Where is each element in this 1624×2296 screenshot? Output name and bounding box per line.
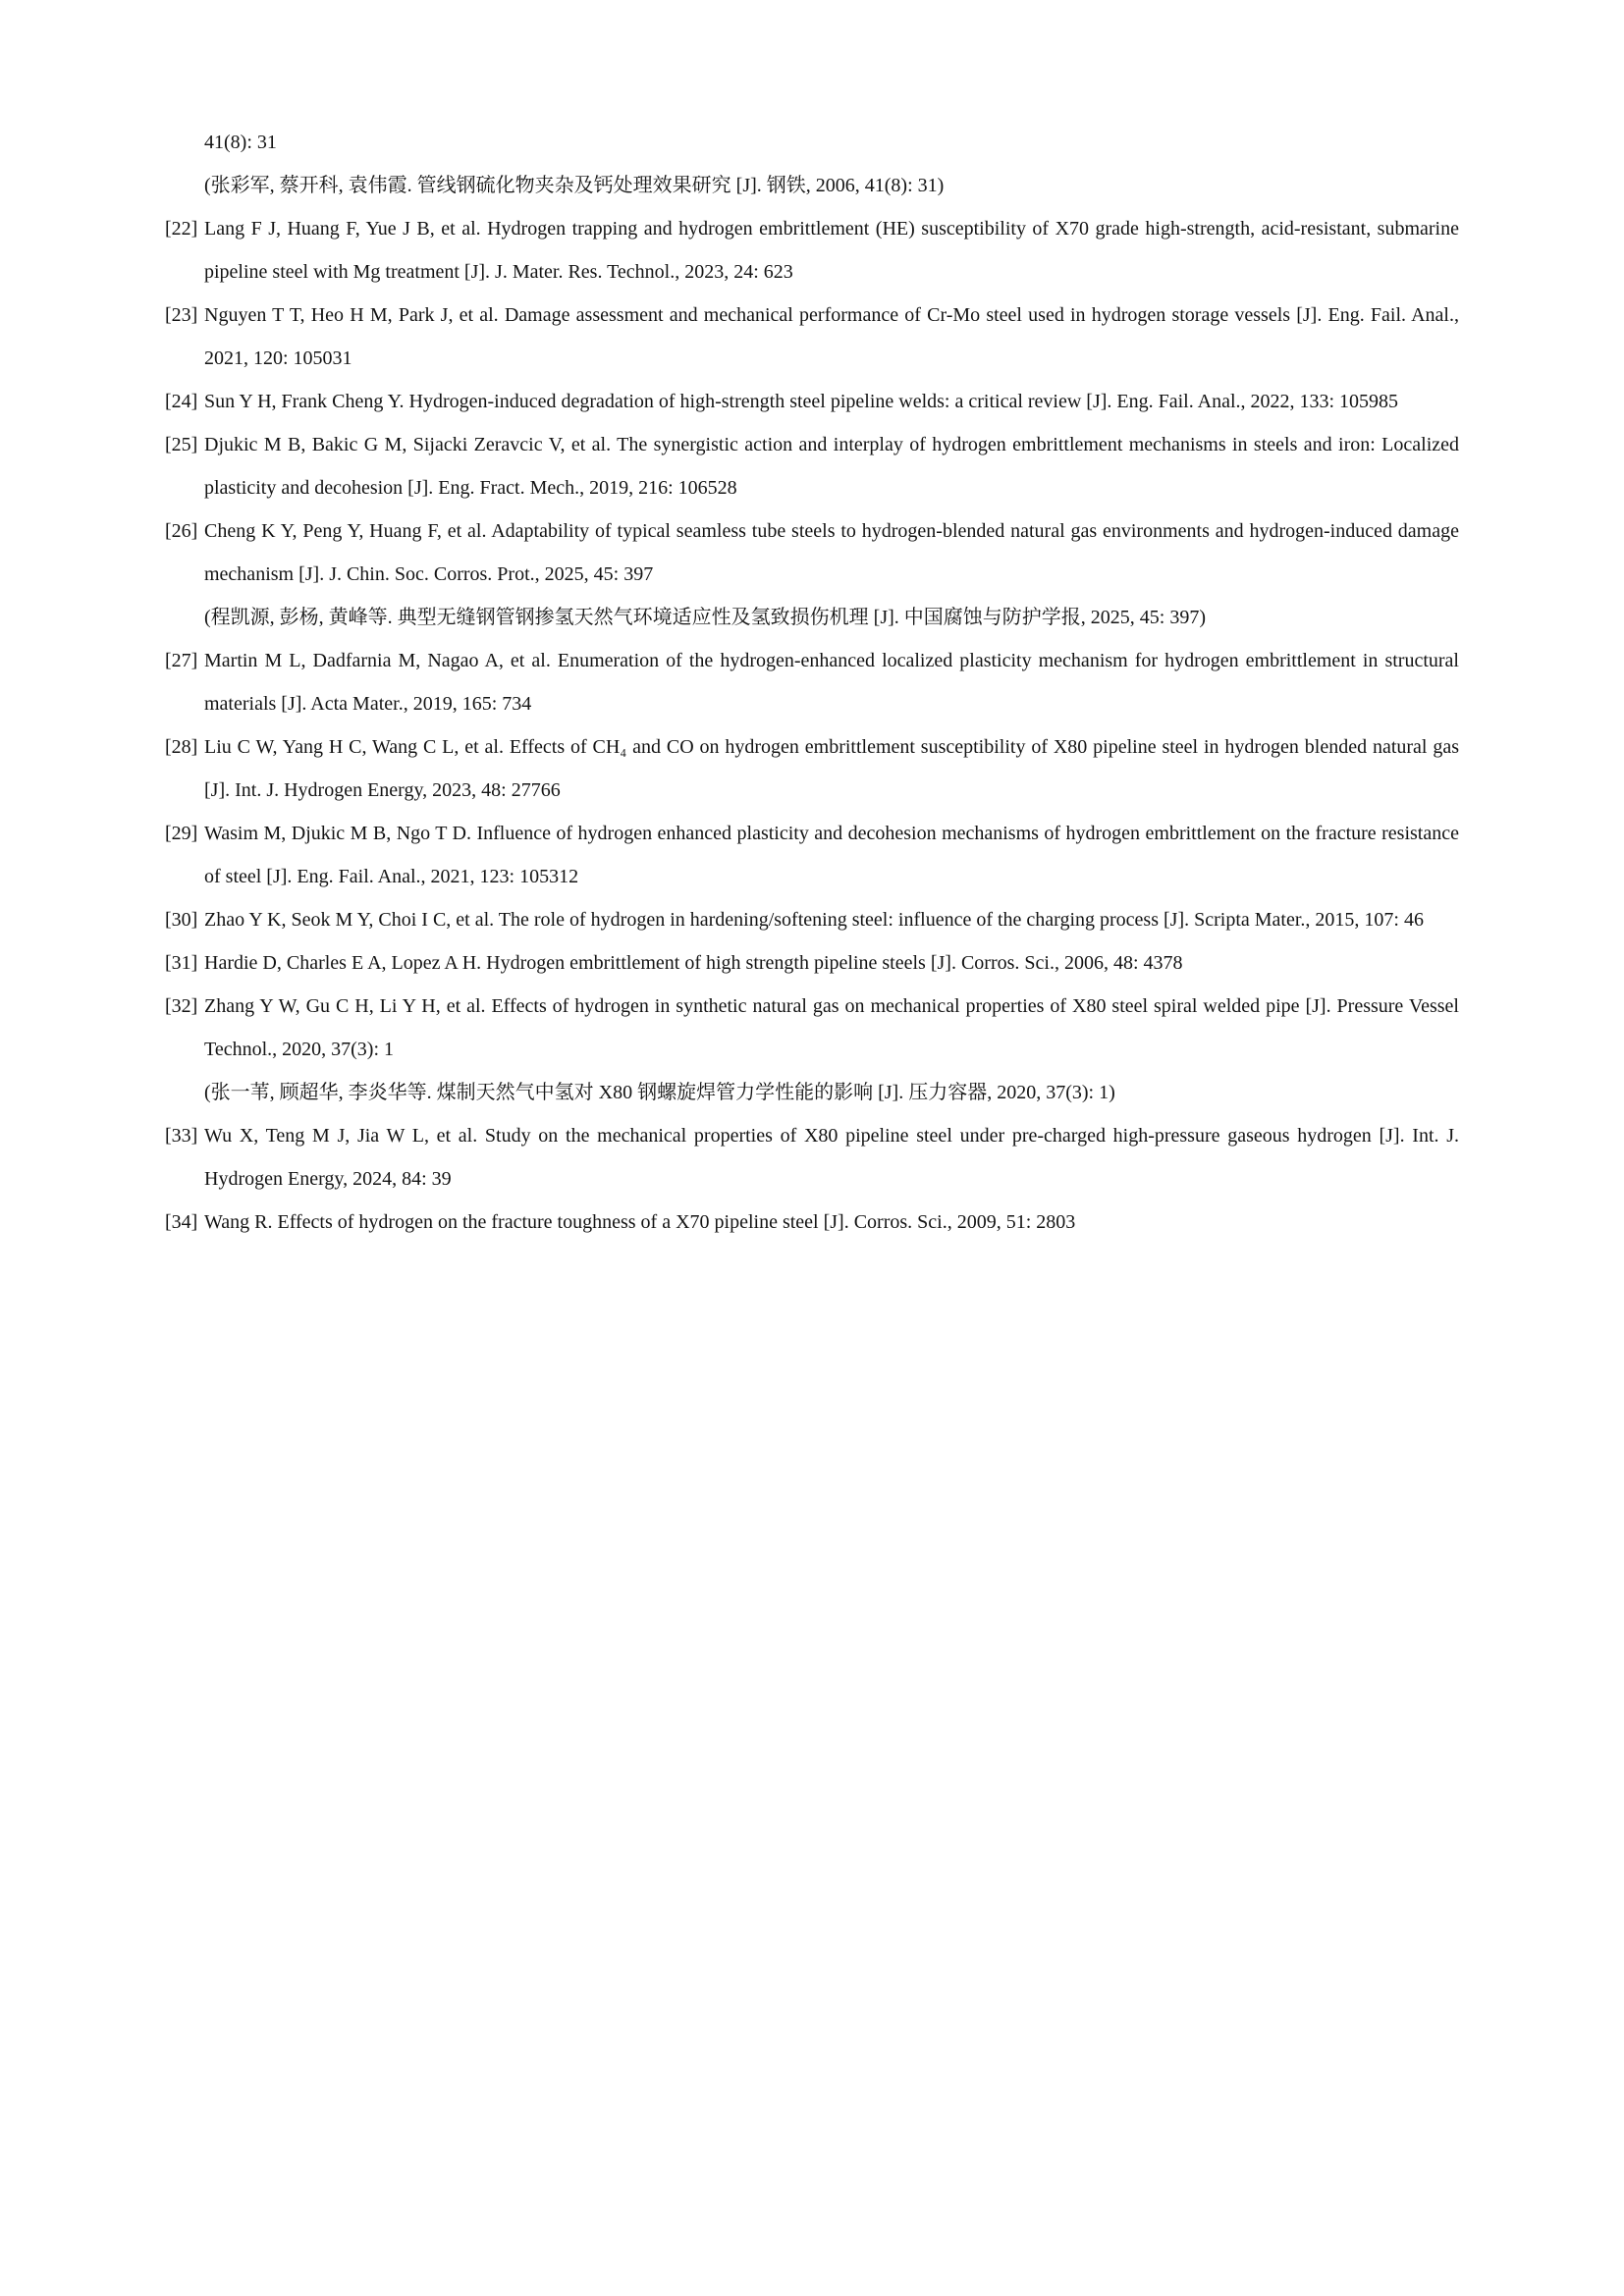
reference-number: [32]	[165, 995, 198, 1017]
reference-text: Zhao Y K, Seok M Y, Choi I C, et al. The role of hydrogen in hardening/softening steel: influence of the charging process [J]. Scripta Mater., 2015, 107: 46	[204, 909, 1424, 931]
reference-body	[204, 207, 1459, 294]
reference-body	[204, 294, 1459, 380]
reference-number: [31]	[165, 952, 198, 974]
reference-body	[204, 380, 1459, 423]
reference-text: Wu X, Teng M J, Jia W L, et al. Study on the mechanical properties of X80 pipeline steel under pre-charged high-pressure gaseous hydrogen [J]. Int. J. Hydrogen Energy, 2024, 84: 39	[204, 1125, 1459, 1190]
reference-item-27	[165, 639, 1459, 725]
reference-body	[204, 898, 1459, 941]
reference-body	[204, 509, 1459, 639]
reference-text: Sun Y H, Frank Cheng Y. Hydrogen-induced degradation of high-strength steel pipeline welds: a critical review [J]. Eng. Fail. Anal., 2022, 133: 105985	[204, 391, 1399, 412]
reference-item-33	[165, 1114, 1459, 1201]
reference-chinese-text: (张一苇, 顾超华, 李炎华等. 煤制天然气中氢对 X80 钢螺旋焊管力学性能的影响 [J]. 压力容器, 2020, 37(3): 1)	[204, 1082, 1115, 1103]
reference-item-29	[165, 812, 1459, 898]
reference-number: [22]	[165, 218, 198, 240]
reference-text: 41(8): 31	[204, 132, 277, 153]
reference-item-24	[165, 380, 1459, 423]
reference-number: [27]	[165, 650, 198, 671]
reference-body	[204, 1201, 1459, 1244]
reference-item-22	[165, 207, 1459, 294]
reference-text: Zhang Y W, Gu C H, Li Y H, et al. Effects of hydrogen in synthetic natural gas on mechanical properties of X80 steel spiral welded pipe [J]. Pressure Vessel Technol., 2020, 37(3): 1	[204, 995, 1459, 1060]
reference-text: Martin M L, Dadfarnia M, Nagao A, et al. Enumeration of the hydrogen-enhanced localized plasticity mechanism for hydrogen embrittlement in structural materials [J]. Acta Mater., 2019, 165: 734	[204, 650, 1459, 715]
reference-item-25	[165, 423, 1459, 509]
reference-body	[204, 121, 1459, 207]
reference-number: [33]	[165, 1125, 198, 1147]
reference-item-28	[165, 725, 1459, 812]
reference-item-continuation	[165, 121, 1459, 207]
reference-body	[204, 985, 1459, 1114]
reference-body	[204, 423, 1459, 509]
reference-body	[204, 941, 1459, 985]
reference-item-30	[165, 898, 1459, 941]
reference-chinese-text: (程凯源, 彭杨, 黄峰等. 典型无缝钢管钢掺氢天然气环境适应性及氢致损伤机理 [J]. 中国腐蚀与防护学报, 2025, 45: 397)	[204, 607, 1206, 628]
reference-chinese-text: (张彩军, 蔡开科, 袁伟霞. 管线钢硫化物夹杂及钙处理效果研究 [J]. 钢铁, 2006, 41(8): 31)	[204, 175, 945, 196]
reference-text: Wasim M, Djukic M B, Ngo T D. Influence of hydrogen enhanced plasticity and decohesion mechanisms of hydrogen embrittlement on the fracture resistance of steel [J]. Eng. Fail. Anal., 2021, 123: 105312	[204, 823, 1459, 887]
reference-number: [24]	[165, 391, 198, 412]
reference-text: Wang R. Effects of hydrogen on the fracture toughness of a X70 pipeline steel [J]. Corros. Sci., 2009, 51: 2803	[204, 1211, 1076, 1233]
reference-text: Hardie D, Charles E A, Lopez A H. Hydrogen embrittlement of high strength pipeline steels [J]. Corros. Sci., 2006, 48: 4378	[204, 952, 1183, 974]
reference-number: [26]	[165, 520, 198, 542]
reference-item-31	[165, 941, 1459, 985]
reference-body	[204, 725, 1459, 812]
reference-body	[204, 639, 1459, 725]
reference-body	[204, 1114, 1459, 1201]
reference-item-32	[165, 985, 1459, 1114]
reference-number: [25]	[165, 434, 198, 455]
reference-number: [30]	[165, 909, 198, 931]
reference-text: Djukic M B, Bakic G M, Sijacki Zeravcic V, et al. The synergistic action and interplay of hydrogen embrittlement mechanisms in steels and iron: Localized plasticity and decohesion [J]. Eng. Fract. Mech., 2019, 216: 106528	[204, 434, 1459, 499]
reference-body	[204, 812, 1459, 898]
reference-item-26	[165, 509, 1459, 639]
reference-item-23	[165, 294, 1459, 380]
reference-text: Cheng K Y, Peng Y, Huang F, et al. Adaptability of typical seamless tube steels to hydrogen-blended natural gas environments and hydrogen-induced damage mechanism [J]. J. Chin. Soc. Corros. Prot., 2025, 45: 397	[204, 520, 1459, 585]
reference-text: Liu C W, Yang H C, Wang C L, et al. Effects of CH₄ and CO on hydrogen embrittlement susceptibility of X80 pipeline steel in hydrogen blended natural gas [J]. Int. J. Hydrogen Energy, 2023, 48: 27766	[204, 736, 1459, 801]
reference-number: [34]	[165, 1211, 198, 1233]
reference-text: Nguyen T T, Heo H M, Park J, et al. Damage assessment and mechanical performance of Cr-Mo steel used in hydrogen storage vessels [J]. Eng. Fail. Anal., 2021, 120: 105031	[204, 304, 1459, 369]
reference-text: Lang F J, Huang F, Yue J B, et al. Hydrogen trapping and hydrogen embrittlement (HE) susceptibility of X70 grade high-strength, acid-resistant, submarine pipeline steel with Mg treatment [J]. J. Mater. Res. Technol., 2023, 24: 623	[204, 218, 1459, 283]
reference-number: [29]	[165, 823, 198, 844]
references-list	[165, 121, 1459, 1244]
reference-number: [28]	[165, 736, 198, 758]
reference-number: [23]	[165, 304, 198, 326]
reference-item-34	[165, 1201, 1459, 1244]
